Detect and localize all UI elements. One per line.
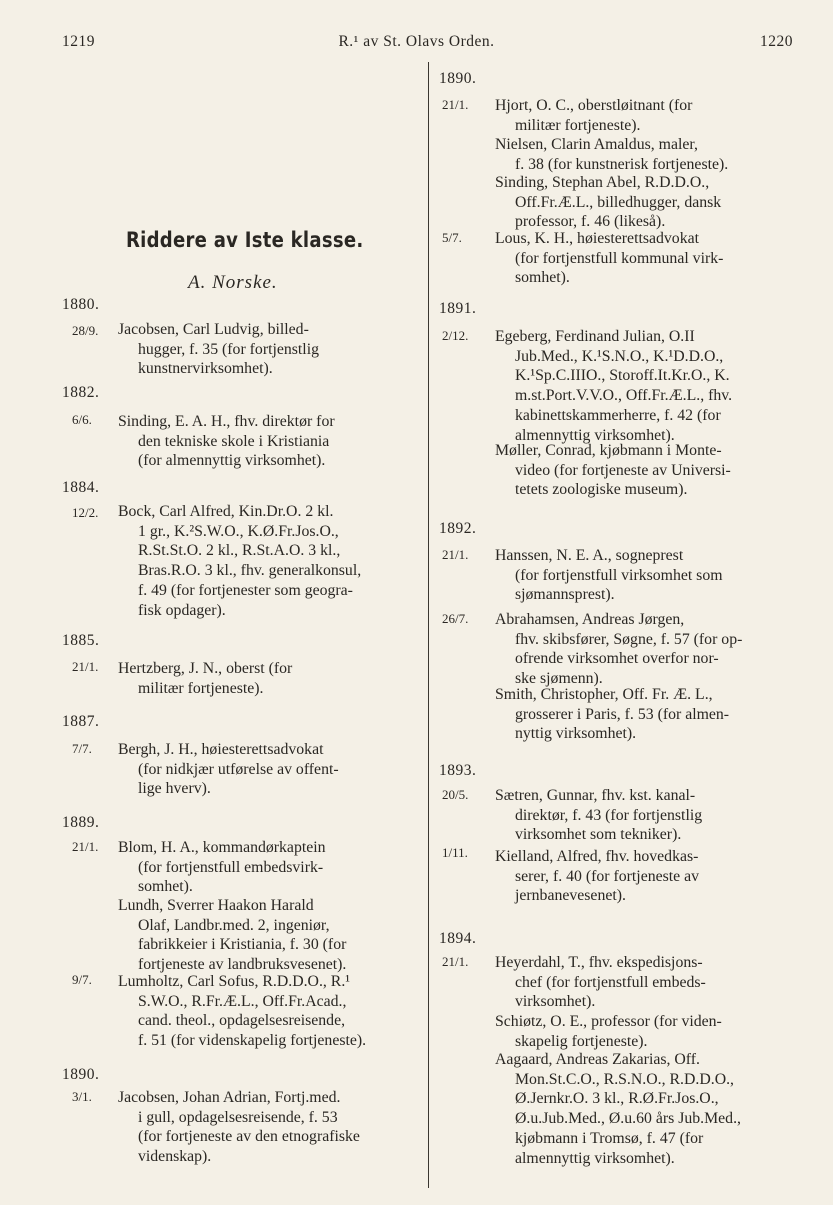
entry-line: Kielland, Alfred, fhv. hovedkas- xyxy=(495,848,699,865)
entry-line: Olaf, Landbr.med. 2, ingeniør, xyxy=(138,916,330,934)
entry-date: 20/5. xyxy=(442,787,469,802)
year-heading: 1891. xyxy=(439,300,477,317)
entry-date: 7/7. xyxy=(72,741,92,756)
entry xyxy=(118,972,420,1051)
entry-line: K.¹Sp.C.IIIO., Storoff.It.Kr.O., K. xyxy=(515,367,730,385)
entry-line: tetets zoologiske museum). xyxy=(515,481,688,499)
entry-line: Ø.Jernkr.O. 3 kl., R.Ø.Fr.Jos.O., xyxy=(515,1090,719,1108)
entry-line: nyttig virksomhet). xyxy=(515,725,637,743)
entry-line: 1 gr., K.²S.W.O., K.Ø.Fr.Jos.O., xyxy=(138,522,339,540)
entry-date: 21/1. xyxy=(72,839,99,854)
year-heading: 1892. xyxy=(439,520,477,537)
entry-line: i gull, opdagelsesreisende, f. 53 xyxy=(138,1108,338,1126)
entry-line: (for fortjenstfull kommunal virk- xyxy=(515,249,724,267)
entry-line: Smith, Christopher, Off. Fr. Æ. L., xyxy=(495,686,713,703)
entry-line: jernbanevesenet). xyxy=(515,887,626,905)
year-heading: 1887. xyxy=(62,713,100,730)
entry-line: serer, f. 40 (for fortjeneste av xyxy=(515,867,700,885)
entry-line: fisk opdager). xyxy=(138,601,226,619)
year-heading: 1885. xyxy=(62,632,100,649)
entry xyxy=(495,685,827,744)
subsection-title: A. Norske. xyxy=(188,272,278,293)
entry xyxy=(495,847,827,906)
entry-line: Ø.u.Jub.Med., Ø.u.60 års Jub.Med., xyxy=(515,1110,741,1128)
entry-line: fabrikkeier i Kristiania, f. 30 (for xyxy=(138,936,347,954)
entry-line: (for nidkjær utførelse av offent- xyxy=(138,760,339,778)
entry-line: skapelig fortjeneste). xyxy=(515,1032,648,1050)
entry-date: 1/11. xyxy=(442,845,468,860)
page-number-right: 1220 xyxy=(760,33,793,50)
entry-line: Sætren, Gunnar, fhv. kst. kanal- xyxy=(495,787,696,804)
entry-line: ofrende virksomhet overfor nor- xyxy=(515,650,719,668)
year-heading: 1890. xyxy=(439,70,477,87)
entry-line: (for fortjenstfull embedsvirk- xyxy=(138,858,324,876)
entry-line: militær fortjeneste). xyxy=(138,679,264,697)
year-heading: 1890. xyxy=(62,1066,100,1083)
entry-line: lige hverv). xyxy=(138,780,211,798)
entry-line: militær fortjeneste). xyxy=(515,116,641,134)
entry-line: videnskap). xyxy=(138,1148,212,1166)
entry-line: fhv. skibsfører, Søgne, f. 57 (for op- xyxy=(515,630,743,648)
entry xyxy=(495,610,827,689)
entry-date: 21/1. xyxy=(442,547,469,562)
entry-line: Bras.R.O. 3 kl., fhv. generalkonsul, xyxy=(138,562,362,580)
entry-line: virksomhet). xyxy=(515,993,596,1011)
entry-line: den tekniske skole i Kristiania xyxy=(138,432,330,450)
entry-date: 2/12. xyxy=(442,328,469,343)
entry-line: somhet). xyxy=(515,269,570,287)
entry-line: Blom, H. A., kommandørkaptein xyxy=(118,839,326,856)
entry xyxy=(118,320,420,379)
entry-line: Hjort, O. C., oberstløitnant (for xyxy=(495,97,693,114)
entry-line: Heyerdahl, T., fhv. ekspedisjons- xyxy=(495,954,703,971)
entry xyxy=(495,1050,827,1168)
year-heading: 1880. xyxy=(62,296,100,313)
entry-line: grosserer i Paris, f. 53 (for almen- xyxy=(515,705,730,723)
entry-line: kjøbmann i Tromsø, f. 47 (for xyxy=(515,1129,704,1147)
entry-line: Egeberg, Ferdinand Julian, O.II xyxy=(495,328,695,345)
entry xyxy=(495,327,827,445)
entry xyxy=(495,96,827,135)
entry-line: Bock, Carl Alfred, Kin.Dr.O. 2 kl. xyxy=(118,503,334,520)
entry xyxy=(118,838,420,897)
year-heading: 1894. xyxy=(439,930,477,947)
entry xyxy=(495,441,827,500)
entry xyxy=(495,135,827,174)
entry-line: almennyttig virksomhet). xyxy=(515,1149,675,1167)
entry-line: kabinettskammerherre, f. 42 (for xyxy=(515,406,721,424)
entry-line: (for almennyttig virksomhet). xyxy=(138,452,326,470)
entry-line: Abrahamsen, Andreas Jørgen, xyxy=(495,611,685,628)
entry-line: almennyttig virksomhet). xyxy=(515,426,675,444)
section-title: Riddere av Iste klasse. xyxy=(126,228,364,252)
entry-line: fortjeneste av landbruksvesenet). xyxy=(138,956,347,974)
entry-line: chef (for fortjenstfull embeds- xyxy=(515,973,706,991)
entry-date: 21/1. xyxy=(442,97,469,112)
page-number-left: 1219 xyxy=(62,33,95,50)
entry-line: Mon.St.C.O., R.S.N.O., R.D.D.O., xyxy=(515,1070,734,1088)
year-heading: 1889. xyxy=(62,814,100,831)
entry-date: 21/1. xyxy=(442,954,469,969)
entry-line: (for fortjenstfull virksomhet som xyxy=(515,566,723,584)
entry-line: f. 51 (for videnskapelig fortjeneste). xyxy=(138,1032,367,1050)
entry-line: video (for fortjeneste av Universi- xyxy=(515,461,731,479)
entry-line: Sinding, Stephan Abel, R.D.D.O., xyxy=(495,174,710,191)
entry-line: cand. theol., opdagelsesreisende, xyxy=(138,1012,346,1030)
entry-line: f. 38 (for kunstnerisk fortjeneste). xyxy=(515,155,729,173)
entry xyxy=(118,659,420,698)
year-heading: 1882. xyxy=(62,384,100,401)
entry-line: kunstnervirksomhet). xyxy=(138,360,273,378)
entry-line: Hanssen, N. E. A., sogneprest xyxy=(495,547,684,564)
entry-line: Off.Fr.Æ.L., billedhugger, dansk xyxy=(515,193,722,211)
entry xyxy=(495,786,827,845)
entry-line: Sinding, E. A. H., fhv. direktør for xyxy=(118,413,335,430)
entry-line: Møller, Conrad, kjøbmann i Monte- xyxy=(495,442,722,459)
entry-date: 12/2. xyxy=(72,505,99,520)
entry xyxy=(118,740,420,799)
entry-line: direktør, f. 43 (for fortjenstlig xyxy=(515,806,703,824)
entry-line: ske sjømenn). xyxy=(515,670,603,688)
entry-line: Lumholtz, Carl Sofus, R.D.D.O., R.¹ xyxy=(118,973,351,990)
entry-line: R.St.St.O. 2 kl., R.St.A.O. 3 kl., xyxy=(138,542,341,560)
running-title: R.¹ av St. Olavs Orden. xyxy=(338,33,495,50)
entry-line: somhet). xyxy=(138,878,193,896)
entry-line: Bergh, J. H., høiesterettsadvokat xyxy=(118,741,324,758)
entry-line: hugger, f. 35 (for fortjenstlig xyxy=(138,340,319,358)
entry xyxy=(118,502,420,620)
entry-line: Aagaard, Andreas Zakarias, Off. xyxy=(495,1051,700,1068)
entry xyxy=(495,953,827,1012)
entry-line: Jacobsen, Carl Ludvig, billed- xyxy=(118,321,309,338)
right-column xyxy=(430,0,833,1205)
entry-date: 6/6. xyxy=(72,412,92,427)
entry-line: Lous, K. H., høiesterettsadvokat xyxy=(495,230,700,247)
entry-line: Hertzberg, J. N., oberst (for xyxy=(118,660,293,677)
year-heading: 1884. xyxy=(62,479,100,496)
entry-line: S.W.O., R.Fr.Æ.L., Off.Fr.Acad., xyxy=(138,992,347,1010)
entry-line: professor, f. 46 (likeså). xyxy=(515,213,666,231)
entry-line: Jub.Med., K.¹S.N.O., K.¹D.D.O., xyxy=(515,347,724,365)
entry-line: Lundh, Sverrer Haakon Harald xyxy=(118,897,314,914)
entry-line: f. 49 (for fortjenester som geogra- xyxy=(138,581,353,599)
entry-date: 5/7. xyxy=(442,230,462,245)
entry-line: (for fortjeneste av den etnografiske xyxy=(138,1128,360,1146)
year-heading: 1893. xyxy=(439,762,477,779)
entry-date: 9/7. xyxy=(72,972,92,987)
entry xyxy=(495,173,827,232)
entry xyxy=(118,1088,420,1167)
entry-line: sjømannsprest). xyxy=(515,586,615,604)
entry-date: 21/1. xyxy=(72,659,99,674)
entry xyxy=(495,229,827,288)
entry-line: virksomhet som tekniker). xyxy=(515,826,682,844)
entry xyxy=(118,896,420,975)
entry-line: Schiøtz, O. E., professor (for viden- xyxy=(495,1013,722,1030)
entry-date: 28/9. xyxy=(72,323,99,338)
entry-date: 3/1. xyxy=(72,1089,92,1104)
entry xyxy=(495,1012,827,1051)
entry-date: 26/7. xyxy=(442,611,469,626)
entry xyxy=(495,546,827,605)
entry xyxy=(118,412,420,471)
entry-line: Jacobsen, Johan Adrian, Fortj.med. xyxy=(118,1089,341,1106)
entry-line: m.st.Port.V.V.O., Off.Fr.Æ.L., fhv. xyxy=(515,387,733,405)
entry-line: Nielsen, Clarin Amaldus, maler, xyxy=(495,136,698,153)
